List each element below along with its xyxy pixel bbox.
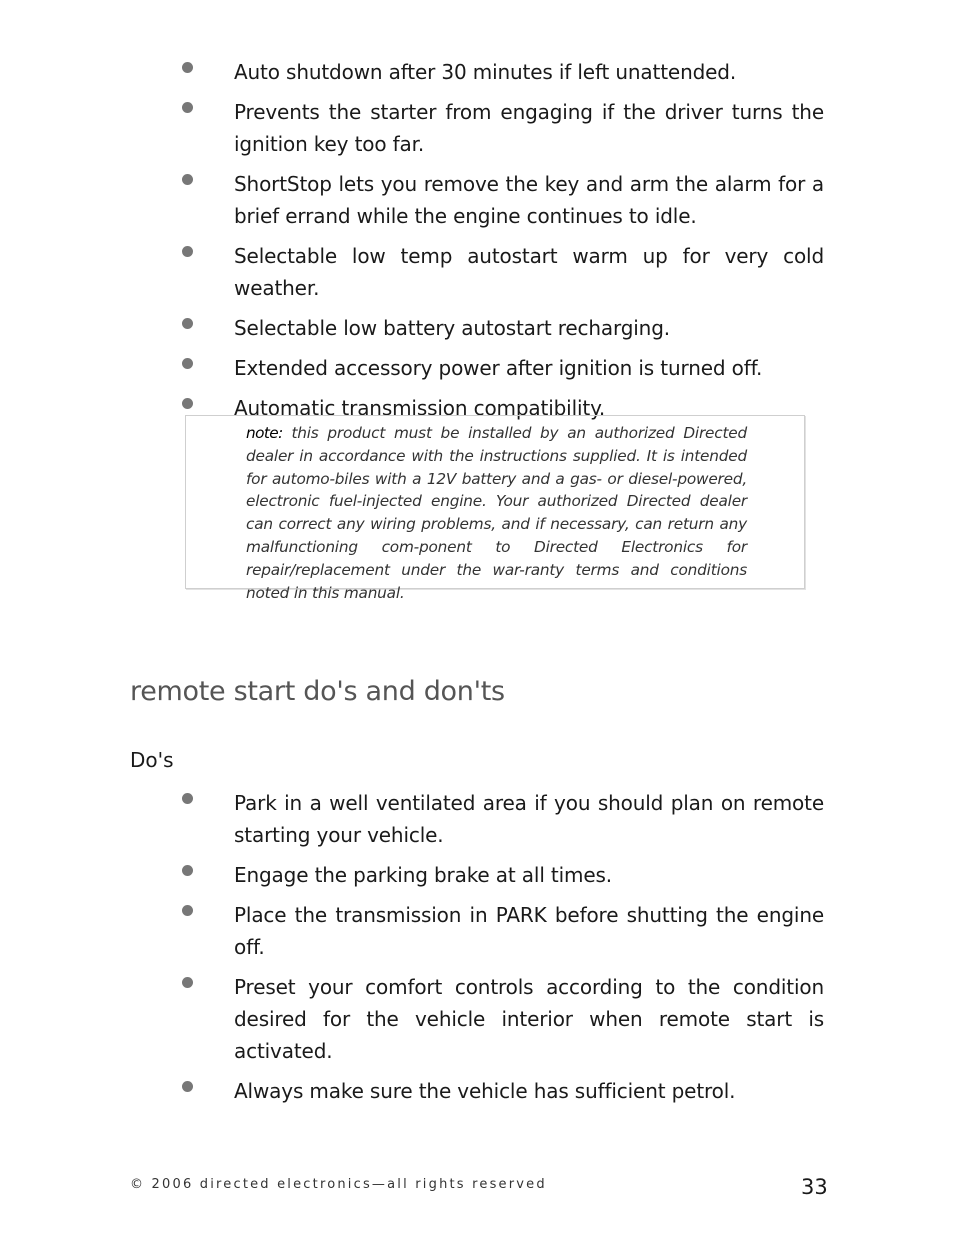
bullet-icon (182, 398, 193, 409)
page-number: 33 (801, 1175, 828, 1199)
bullet-icon (182, 174, 193, 185)
features-list (0, 56, 954, 432)
list-item (0, 56, 824, 88)
dos-list (0, 787, 954, 1115)
feature-text: Prevents the starter from engaging if the driver turns the ignition key too far. (234, 100, 824, 156)
list-item (0, 971, 824, 1067)
section-heading: remote start do's and don'ts (130, 676, 505, 707)
dos-text: Place the transmission in PARK before shutting the engine off. (234, 903, 824, 959)
footer-copyright: © 2006 directed electronics—all rights reserved (130, 1177, 547, 1192)
dos-text: Always make sure the vehicle has sufficient petrol. (234, 1079, 736, 1103)
list-item (0, 168, 824, 232)
list-item (0, 352, 824, 384)
list-item (0, 240, 824, 304)
feature-text: Automatic transmission compatibility. (234, 396, 606, 420)
note-box (185, 415, 805, 602)
dos-subheading: Do's (130, 748, 174, 772)
feature-text: Auto shutdown after 30 minutes if left unattended. (234, 60, 737, 84)
bullet-icon (182, 62, 193, 73)
note-body: this product must be installed by an authorized Directed dealer in accordance with the instructions supplied. It is intended for automo-biles with a 12V battery and a gas- or diesel-powered, electronic fuel-injected engine. Your authorized Directed dealer can correct any wiring problems, and if necessary, can return any malfunctioning com-ponent to Directed Electronics for repair/replacement under the war-ranty terms and conditions noted in this manual. (246, 424, 747, 602)
bullet-icon (182, 102, 193, 113)
feature-text: Selectable low battery autostart recharging. (234, 316, 670, 340)
feature-text: Selectable low temp autostart warm up for very cold weather. (234, 244, 824, 300)
note-paragraph (246, 422, 747, 604)
list-item (0, 859, 824, 891)
feature-text: ShortStop lets you remove the key and arm the alarm for a brief errand while the engine continues to idle. (234, 172, 824, 228)
list-item (0, 787, 824, 851)
bullet-icon (182, 318, 193, 329)
dos-text: Park in a well ventilated area if you should plan on remote starting your vehicle. (234, 791, 824, 847)
bullet-icon (182, 865, 193, 876)
note-label: note: (246, 424, 283, 442)
list-item (0, 899, 824, 963)
dos-text: Preset your comfort controls according to the condition desired for the vehicle interior when remote start is activated. (234, 975, 824, 1063)
bullet-icon (182, 793, 193, 804)
bullet-icon (182, 358, 193, 369)
list-item (0, 1075, 824, 1107)
bullet-icon (182, 246, 193, 257)
bullet-icon (182, 1081, 193, 1092)
bullet-icon (182, 977, 193, 988)
list-item (0, 96, 824, 160)
feature-text: Extended accessory power after ignition is turned off. (234, 356, 763, 380)
dos-text: Engage the parking brake at all times. (234, 863, 612, 887)
bullet-icon (182, 905, 193, 916)
list-item (0, 312, 824, 344)
